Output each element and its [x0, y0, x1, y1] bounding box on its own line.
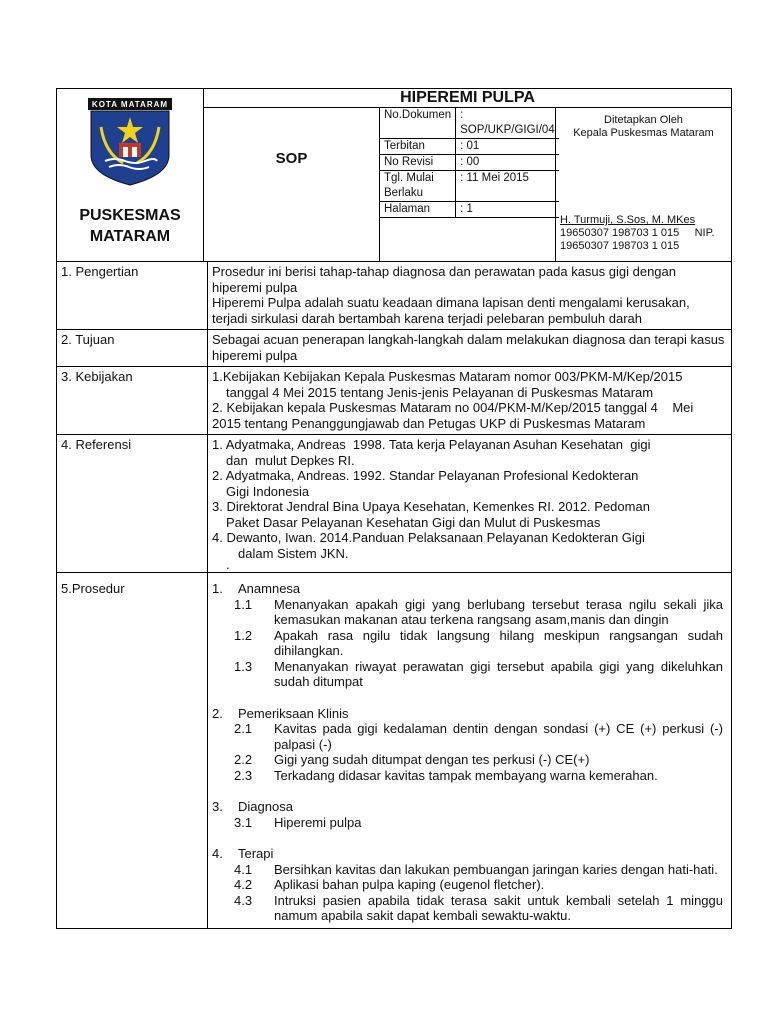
meta-value: : SOP/UKP/GIGI/04 — [456, 108, 559, 139]
institution-line-1: PUSKESMAS — [79, 207, 181, 224]
meta-label: No Revisi — [380, 155, 456, 171]
item-number: 3.1 — [234, 814, 253, 830]
step-item — [212, 768, 723, 784]
procedure-step — [212, 706, 723, 784]
step-item — [212, 862, 723, 878]
item-text: Apakah rasa ngilu tidak langsung hilang meskipun rangsangan sudah dihilangkan. — [274, 627, 723, 658]
sop-label: SOP — [275, 150, 308, 167]
step-title: Anamnesa — [238, 581, 301, 596]
step-title: Diagnosa — [238, 799, 293, 814]
row-kebijakan — [57, 367, 732, 435]
paragraph: Sebagai acuan penerapan langkah-langkah dalam melakukan diagnosa dan terapi kasus hiperemi pulpa — [208, 330, 732, 367]
item-text: Gigi yang sudah ditumpat dengan tes perkusi (-) CE(+) — [274, 752, 590, 767]
step-item — [212, 659, 723, 690]
item-number: 4.3 — [234, 892, 253, 908]
trailing-dot: . — [226, 557, 230, 572]
item-text: Menanyakan apakah gigi yang berlubang tersebut terasa ngilu sekali jika kemasukan makanan atau terkena rangsang asam,manis dan dingin — [274, 596, 723, 627]
item-number: 1.2 — [234, 627, 253, 643]
item-number: 4.2 — [234, 877, 253, 892]
approved-by-line-1: Ditetapkan Oleh — [604, 114, 683, 126]
meta-value: : 00 — [456, 155, 559, 171]
item-text: Intruksi pasien apabila tidak terasa sakit untuk kembali setelah 1 minggu namum apabila sakit dapat kembali sewaktu-waktu. — [274, 892, 723, 923]
step-item — [212, 893, 723, 924]
reference-line: 2. Adyatmaka, Andreas. 1992. Standar Pelayanan Profesional Kedokteran — [212, 468, 639, 483]
row-pengertian — [57, 262, 732, 330]
meta-row — [380, 139, 559, 155]
item-number: 1.1 — [234, 596, 253, 612]
sop-document — [56, 88, 732, 929]
meta-label: Halaman — [380, 202, 456, 218]
kota-mataram-logo — [85, 97, 175, 187]
meta-row — [380, 155, 559, 171]
meta-row — [380, 108, 559, 139]
procedure-step — [212, 846, 723, 924]
content-table — [56, 262, 732, 929]
step-number: 3. — [212, 799, 223, 814]
meta-value: : 1 — [456, 202, 559, 218]
approval-block — [556, 114, 731, 140]
step-heading — [212, 799, 723, 815]
item-number: 2.2 — [234, 752, 253, 767]
item-number: 4.1 — [234, 861, 253, 877]
paragraph: Hiperemi Pulpa adalah suatu keadaan dimana lapisan denti mengalami kerusakan, terjadi sirkulasi darah bertambah karena terjadi pelebaran pembuluh darah — [212, 295, 690, 326]
item-number: 1.3 — [234, 658, 253, 674]
reference-line: dan mulut Depkes RI. — [226, 452, 355, 468]
step-heading — [212, 581, 723, 597]
section-content — [208, 262, 732, 330]
step-heading — [212, 846, 723, 862]
procedure-step — [212, 581, 723, 690]
step-item — [212, 877, 723, 893]
meta-value: : 11 Mei 2015 — [456, 171, 559, 202]
item-number: 2.1 — [234, 721, 253, 736]
meta-label: Tgl. Mulai Berlaku — [380, 171, 456, 202]
paragraph: Prosedur ini berisi tahap-tahap diagnosa dan perawatan pada kasus gigi dengan hiperemi pulpa — [212, 264, 676, 295]
item-text: Hiperemi pulpa — [274, 814, 362, 830]
meta-value: : 01 — [456, 139, 559, 155]
document-title: HIPEREMI PULPA — [204, 89, 732, 108]
logo-cell — [57, 89, 204, 262]
section-label: 5.Prosedur — [57, 573, 208, 929]
meta-table — [380, 108, 559, 218]
item-text: Aplikasi bahan pulpa kaping (eugenol fletcher). — [274, 877, 545, 892]
section-content — [208, 367, 732, 435]
meta-cell — [380, 108, 556, 262]
reference-line: Paket Dasar Pelayanan Kesehatan Gigi dan Mulut di Puskesmas — [226, 514, 601, 530]
item-text: Terkadang didasar kavitas tampak membayang warna kemerahan. — [274, 767, 658, 783]
row-referensi — [57, 435, 732, 573]
section-label: 3. Kebijakan — [57, 367, 208, 435]
approved-by-line-2: Kepala Puskesmas Mataram — [573, 127, 714, 139]
signer-block — [560, 214, 744, 253]
step-number: 4. — [212, 846, 223, 861]
sop-cell — [204, 108, 380, 262]
meta-row — [380, 171, 559, 202]
logo-text: KOTA MATARAM — [91, 100, 169, 109]
step-heading — [212, 706, 723, 722]
reference-line: dalam Sistem JKN. — [238, 545, 349, 561]
procedure-steps — [208, 573, 732, 929]
row-prosedur — [57, 573, 732, 929]
step-item — [212, 721, 723, 752]
reference-line: 3. Direktorat Jendral Bina Upaya Kesehatan, Kemenkes RI. 2012. Pedoman — [212, 499, 650, 514]
institution-name — [57, 205, 203, 247]
item-number: 2.3 — [234, 767, 253, 783]
city-emblem-icon — [85, 97, 175, 187]
step-title: Pemeriksaan Klinis — [238, 705, 349, 721]
policy-line: 2. Kebijakan kepala Puskesmas Mataram no 004/PKM-M/Kep/2015 tanggal 4 Mei — [212, 400, 694, 415]
step-item — [212, 752, 723, 768]
row-tujuan — [57, 330, 732, 367]
signer-nip-2: 19650307 198703 1 015 — [560, 240, 680, 252]
step-number: 1. — [212, 581, 223, 596]
step-title: Terapi — [238, 846, 274, 861]
policy-line: 1.Kebijakan Kebijakan Kepala Puskesmas Mataram nomor 003/PKM-M/Kep/2015 — [212, 369, 683, 384]
step-item — [212, 597, 723, 628]
institution-line-2: MATARAM — [89, 228, 171, 245]
header-table — [56, 88, 732, 262]
section-label: 4. Referensi — [57, 435, 208, 573]
meta-label: No.Dokumen — [380, 108, 456, 139]
signer-nip-1: 19650307 198703 1 015 NIP. — [560, 227, 715, 239]
step-item — [212, 628, 723, 659]
item-text: Menanyakan riwayat perawatan gigi tersebut apabila gigi yang dikeluhkan sudah ditumpat — [274, 658, 723, 689]
step-number: 2. — [212, 705, 223, 721]
reference-line: Gigi Indonesia — [226, 483, 310, 499]
reference-line: 1. Adyatmaka, Andreas 1998. Tata kerja Pelayanan Asuhan Kesehatan gigi — [212, 437, 651, 452]
step-item — [212, 815, 723, 831]
meta-row — [380, 202, 559, 218]
section-label: 1. Pengertian — [57, 262, 208, 330]
meta-label: Terbitan — [380, 139, 456, 155]
policy-line: tanggal 4 Mei 2015 tentang Jenis-jenis Pelayanan di Puskesmas Mataram — [226, 384, 654, 400]
policy-line: 2015 tentang Penanggungjawab dan Petugas UKP di Puskesmas Mataram — [212, 415, 646, 431]
signer-name: H. Turmuji, S.Sos, M. MKes — [560, 214, 696, 226]
section-content — [208, 435, 732, 573]
item-text: Kavitas pada gigi kedalaman dentin dengan sondasi (+) CE (+) perkusi (-) palpasi (-) — [274, 721, 723, 752]
procedure-step — [212, 799, 723, 830]
item-text: Bersihkan kavitas dan lakukan pembuangan jaringan karies dengan hati-hati. — [274, 861, 718, 877]
section-label: 2. Tujuan — [57, 330, 208, 367]
reference-line: 4. Dewanto, Iwan. 2014.Panduan Pelaksanaan Pelayanan Kedokteran Gigi — [212, 530, 645, 545]
signature-cell — [556, 108, 732, 262]
